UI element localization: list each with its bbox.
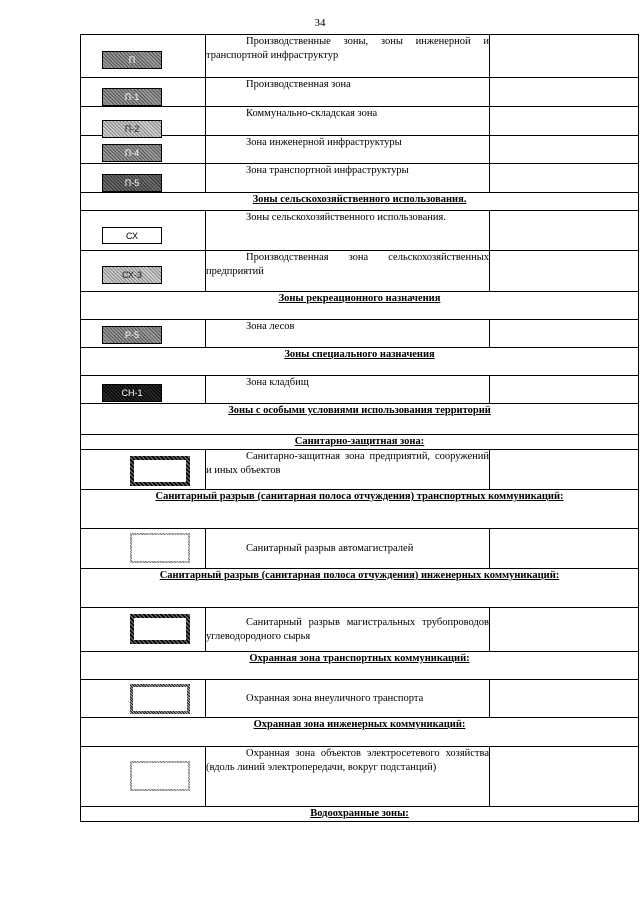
section-header-row — [81, 490, 639, 529]
symbol-cell — [81, 251, 206, 292]
section-header: Санитарный разрыв (санитарная полоса отчуждения) инженерных коммуникаций: — [81, 569, 639, 608]
table-row — [81, 211, 639, 251]
power-protection-frame — [130, 761, 190, 791]
description-cell — [206, 35, 490, 78]
zone-swatch-sn1: СН-1 — [102, 384, 162, 402]
symbol-cell — [81, 136, 206, 164]
table-row — [81, 78, 639, 107]
section-header-row — [81, 718, 639, 747]
symbol-cell — [81, 529, 206, 569]
row-text: Зона инженерной инфраструктуры — [246, 137, 402, 148]
empty-cell — [490, 164, 639, 193]
description-cell — [206, 450, 490, 490]
table-row — [81, 376, 639, 404]
table-row — [81, 680, 639, 718]
table-row — [81, 164, 639, 193]
empty-cell — [490, 680, 639, 718]
section-header-row — [81, 569, 639, 608]
symbol-cell — [81, 211, 206, 251]
section-header: Зоны с особыми условиями использования территорий — [81, 404, 639, 435]
symbol-cell — [81, 35, 206, 78]
empty-cell — [490, 608, 639, 652]
row-text: Коммунально-складская зона — [246, 108, 378, 119]
section-header: Зоны специального назначения — [81, 348, 639, 376]
empty-cell — [490, 78, 639, 107]
sanitary-gap-roads-frame — [130, 533, 190, 563]
row-text: Производственные зоны, зоны инженерной и транспортной инфраструктур — [206, 36, 489, 61]
description-cell — [206, 608, 490, 652]
page-number: 34 — [314, 17, 326, 29]
empty-cell — [490, 211, 639, 251]
row-text: Санитарный разрыв магистральных трубопроводов углеводородного сырья — [206, 616, 489, 642]
description-cell — [206, 376, 490, 404]
row-text: Зоны сельскохозяйственного использования. — [246, 212, 446, 223]
empty-cell — [490, 450, 639, 490]
description-cell — [206, 747, 490, 807]
row-text: Санитарный разрыв автомагистралей — [246, 542, 414, 554]
section-header: Водоохранные зоны: — [81, 807, 639, 822]
table-row — [81, 529, 639, 569]
row-text: Зона кладбищ — [246, 377, 309, 388]
section-header: Санитарно-защитная зона: — [81, 435, 639, 450]
section-header: Охранная зона транспортных коммуникаций: — [81, 652, 639, 680]
zone-swatch-r5: Р-5 — [102, 326, 162, 344]
symbol-cell — [81, 747, 206, 807]
row-text: Зона транспортной инфраструктуры — [246, 165, 409, 176]
zone-swatch-sx: СХ — [102, 227, 162, 244]
description-cell — [206, 136, 490, 164]
empty-cell — [490, 529, 639, 569]
section-header-row — [81, 292, 639, 320]
symbol-cell — [81, 450, 206, 490]
section-header-row — [81, 404, 639, 435]
description-cell — [206, 164, 490, 193]
table-row — [81, 107, 639, 136]
symbol-cell — [81, 680, 206, 718]
symbol-cell — [81, 107, 206, 136]
description-cell — [206, 680, 490, 718]
zone-swatch-p1: П-1 — [102, 88, 162, 106]
empty-cell — [490, 376, 639, 404]
table-row — [81, 320, 639, 348]
symbol-cell — [81, 376, 206, 404]
zone-swatch-p2: П-2 — [102, 120, 162, 138]
table-row — [81, 251, 639, 292]
description-cell — [206, 211, 490, 251]
zone-swatch-p: П — [102, 51, 162, 69]
section-header: Зоны рекреационного назначения — [81, 292, 639, 320]
table-row — [81, 136, 639, 164]
row-text: Охранная зона объектов электросетевого хозяйства (вдоль линий электропередачи, вокруг подстанций) — [206, 748, 489, 773]
legend-table — [80, 34, 639, 822]
table-row — [81, 608, 639, 652]
description-cell — [206, 320, 490, 348]
section-header-row — [81, 652, 639, 680]
empty-cell — [490, 107, 639, 136]
description-cell — [206, 251, 490, 292]
description-cell — [206, 529, 490, 569]
zone-swatch-sx3: СХ-3 — [102, 266, 162, 284]
row-text: Санитарно-защитная зона предприятий, сооружений и иных объектов — [206, 451, 489, 476]
description-cell — [206, 107, 490, 136]
pipeline-gap-frame — [130, 614, 190, 644]
sanitary-zone-frame — [130, 456, 190, 486]
section-header: Охранная зона инженерных коммуникаций: — [81, 718, 639, 747]
section-header-row — [81, 193, 639, 211]
transport-protection-frame — [130, 684, 190, 714]
row-text: Охранная зона внеуличного транспорта — [246, 692, 424, 704]
table-row — [81, 450, 639, 490]
table-row — [81, 747, 639, 807]
empty-cell — [490, 747, 639, 807]
section-header: Санитарный разрыв (санитарная полоса отчуждения) транспортных коммуникаций: — [81, 490, 639, 529]
empty-cell — [490, 251, 639, 292]
symbol-cell — [81, 608, 206, 652]
zone-swatch-p5: П-5 — [102, 174, 162, 192]
empty-cell — [490, 136, 639, 164]
section-header-row — [81, 435, 639, 450]
section-header: Зоны сельскохозяйственного использования. — [81, 193, 639, 211]
row-text: Производственная зона сельскохозяйственных предприятий — [206, 252, 489, 277]
zone-swatch-p4: П-4 — [102, 144, 162, 162]
section-header-row — [81, 348, 639, 376]
empty-cell — [490, 35, 639, 78]
row-text: Зона лесов — [246, 321, 295, 332]
empty-cell — [490, 320, 639, 348]
symbol-cell — [81, 78, 206, 107]
symbol-cell — [81, 164, 206, 193]
symbol-cell — [81, 320, 206, 348]
table-row — [81, 35, 639, 78]
description-cell — [206, 78, 490, 107]
row-text: Производственная зона — [246, 79, 351, 90]
section-header-row — [81, 807, 639, 822]
